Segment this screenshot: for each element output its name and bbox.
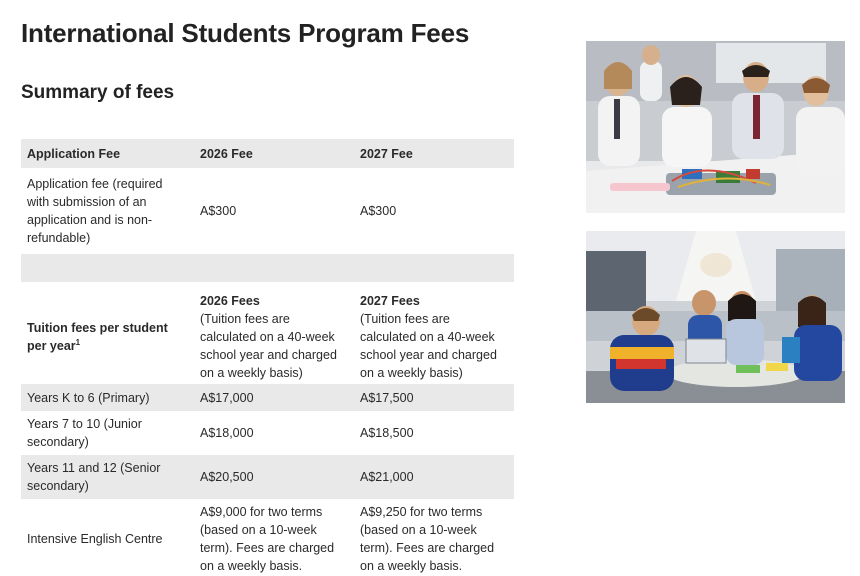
- row-fee-2026: A$20,500: [194, 455, 354, 499]
- students-classroom-photo: [586, 231, 845, 403]
- tuition-fees-label: Tuition fees per student per year$^1$: [27, 321, 168, 353]
- footnote-marker: 1: [75, 337, 81, 347]
- row-label: Years 11 and 12 (Senior secondary): [21, 455, 194, 499]
- table-row: [21, 384, 514, 411]
- header-2026-fee: 2026 Fee: [194, 139, 354, 168]
- row-fee-2027: A$17,500: [354, 384, 514, 411]
- application-fee-2027: A$300: [360, 204, 397, 218]
- row-label: Years 7 to 10 (Junior secondary): [27, 417, 142, 449]
- students-electronics-photo: [586, 41, 845, 213]
- tuition-2027-header: [354, 290, 514, 384]
- row-label: Intensive English Centre: [21, 499, 194, 576]
- photo-illustration: [586, 231, 845, 403]
- row-label: Years K to 6 (Primary): [21, 384, 194, 411]
- application-fee-2026: A$300: [200, 204, 237, 218]
- row-fee-2026: A$9,000 for two terms (based on a 10-week term). Fees are charged on a weekly basis.: [194, 499, 354, 576]
- section-title: Summary of fees: [21, 82, 175, 103]
- tuition-header-row: [21, 290, 514, 384]
- fees-table: [21, 139, 514, 576]
- header-2027-fee: 2027 Fee: [354, 139, 514, 168]
- row-fee-2027: A$18,500: [360, 426, 414, 440]
- gap-row: [21, 282, 514, 290]
- tuition-2026-note: (Tuition fees are calculated on a 40-week school year and charged on a weekly basis): [200, 312, 337, 380]
- photo-illustration: [586, 41, 845, 213]
- table-row: [21, 168, 514, 254]
- table-row: [21, 455, 514, 499]
- tuition-2026-title: 2026 Fees: [200, 294, 260, 308]
- tuition-2026-header: [194, 290, 354, 384]
- page-title: International Students Program Fees: [21, 18, 470, 48]
- application-fee-label: Application fee (required with submission of an application and is non-refundable): [27, 177, 163, 245]
- table-header-row: [21, 139, 514, 168]
- row-fee-2026: A$18,000: [200, 426, 254, 440]
- row-fee-2026: A$17,000: [194, 384, 354, 411]
- spacer-row: [21, 254, 514, 282]
- table-row: [21, 499, 514, 576]
- tuition-2027-title: 2027 Fees: [360, 294, 420, 308]
- header-application-fee: Application Fee: [21, 139, 194, 168]
- row-fee-2027: A$21,000: [354, 455, 514, 499]
- tuition-2027-note: (Tuition fees are calculated on a 40-week school year and charged on a weekly basis): [360, 312, 497, 380]
- table-row: [21, 411, 514, 455]
- row-fee-2027: A$9,250 for two terms (based on a 10-week term). Fees are charged on a weekly basis.: [354, 499, 514, 576]
